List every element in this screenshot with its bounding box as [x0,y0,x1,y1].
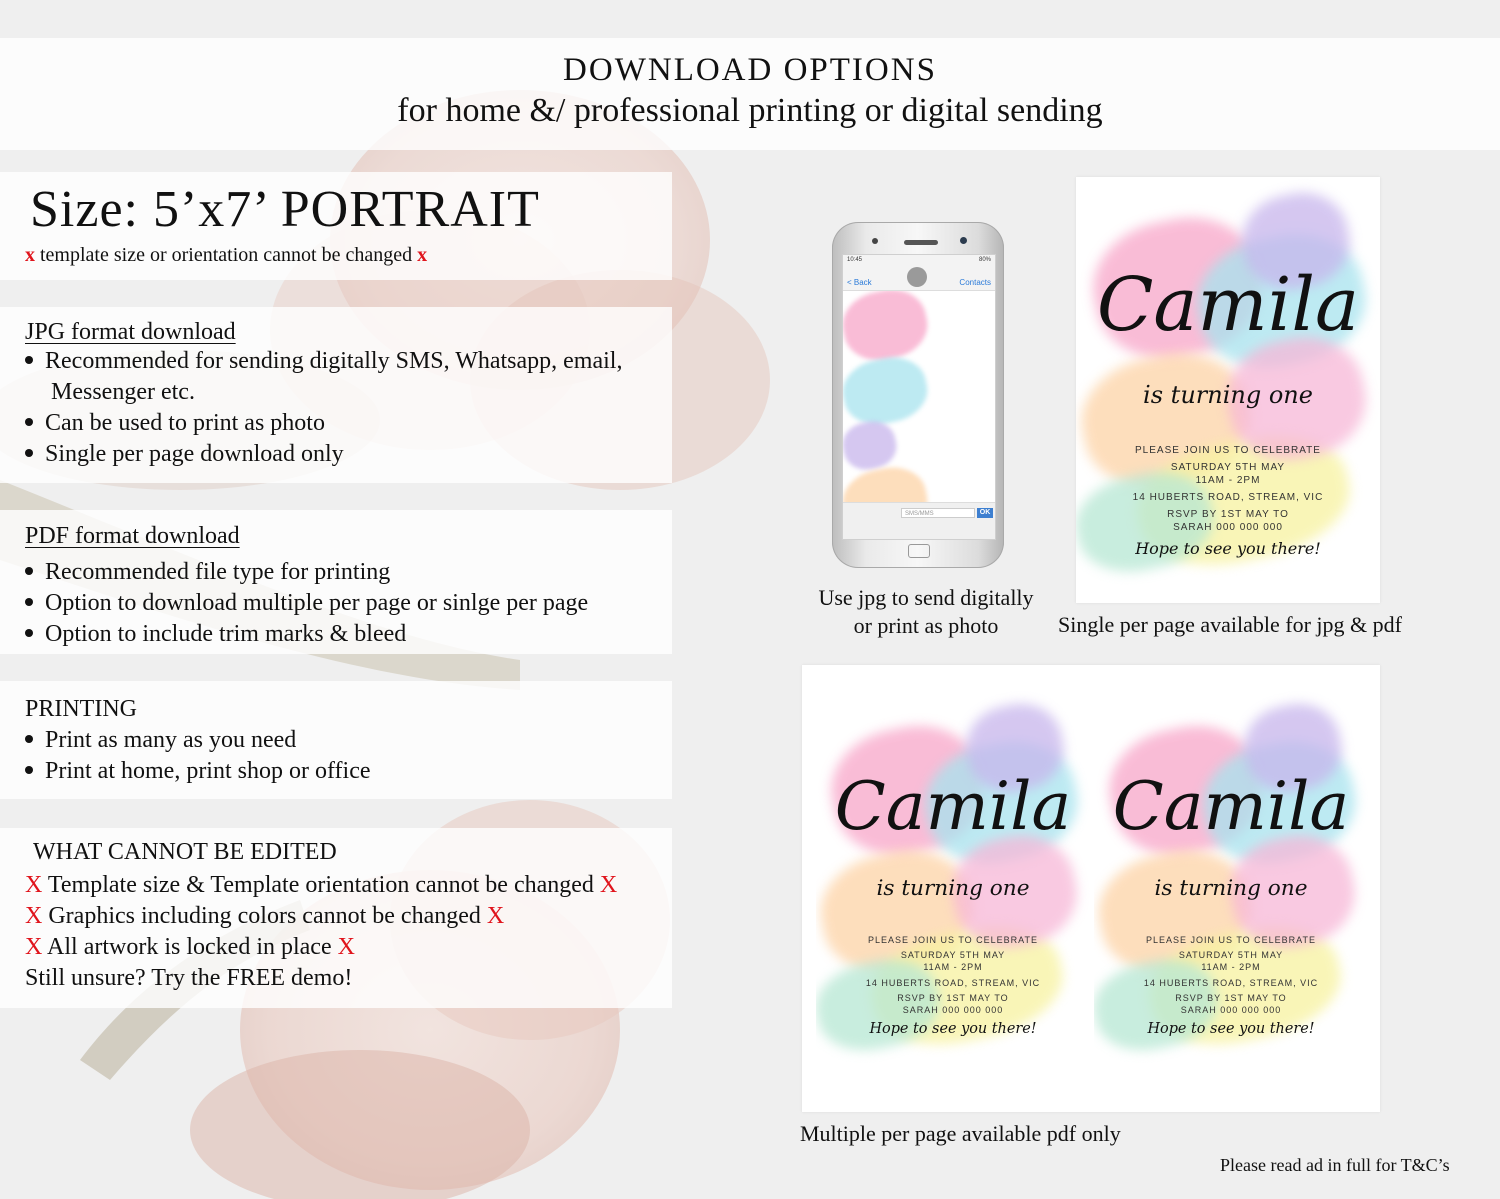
multi-invite-image-right [1094,689,1368,1079]
invite-date: SATURDAY 5TH MAY [1178,950,1284,961]
invite-join: PLEASE JOIN US TO CELEBRATE [1145,934,1317,945]
cannot-edit-title: WHAT CANNOT BE EDITED [33,839,337,865]
invite-rsvp: RSVP BY 1ST MAY TO [1167,509,1289,521]
list-item: Print at home, print shop or office [25,758,371,785]
red-x-mark: x [417,244,428,266]
invite-join: PLEASE JOIN US TO CELEBRATE [867,934,1039,945]
invite-hope: Hope to see you there! [1135,539,1321,559]
bullet-icon [25,567,33,575]
message-navbar [843,266,995,291]
bullet-icon [25,449,33,457]
contacts-button[interactable]: Contacts [959,278,991,287]
invite-address: 14 HUBERTS ROAD, STREAM, VIC [1143,977,1319,988]
speaker-icon [904,240,938,245]
header-title: DOWNLOAD OPTIONS [563,52,937,88]
invite-rsvp: RSVP BY 1ST MAY TO [1175,993,1287,1004]
invite-time: 11AM - 2PM [923,962,983,972]
status-bar: 10:45 80% [843,255,995,266]
sensor-icon [960,237,967,244]
invite-address: 14 HUBERTS ROAD, STREAM, VIC [1132,492,1324,504]
red-x-mark: x [25,244,35,266]
size-panel [0,172,672,280]
list-item: X Graphics including colors cannot be changed X [25,903,505,929]
printing-panel [0,681,672,799]
phone-caption: Use jpg to send digitally or print as photo [818,585,1034,638]
invite-hope: Hope to see you there! [1147,1020,1315,1037]
invite-address: 14 HUBERTS ROAD, STREAM, VIC [865,977,1041,988]
invite-turning: is turning one [1154,876,1308,902]
invite-hope: Hope to see you there! [869,1020,1037,1037]
red-x-mark: X [337,934,355,960]
home-button-icon [908,544,930,558]
list-item: Messenger etc. [51,379,195,405]
printing-section-title: PRINTING [25,696,137,722]
invite-time: 11AM - 2PM [1201,962,1261,972]
multi-invite-image-left [816,689,1090,1079]
header-banner [0,38,1500,150]
message-bar [843,502,995,539]
bullet-icon [25,356,33,364]
list-item: Print as many as you need [25,727,296,754]
invite-contact: SARAH 000 000 000 [1180,1004,1282,1015]
red-x-mark: X [599,872,618,898]
invite-turning: is turning one [876,876,1030,902]
multi-invite-frame [802,665,1380,1112]
sms-input[interactable]: SMS/MMS [901,508,975,518]
red-x-mark: X [25,934,43,960]
size-note-text: template size or orientation cannot be changed [40,244,413,266]
watercolor-wash [843,291,933,367]
invite-date: SATURDAY 5TH MAY [1170,462,1286,474]
invite-name: Camila [834,767,1072,845]
watercolor-wash [843,351,932,431]
single-caption: Single per page available for jpg & pdf [1058,612,1402,637]
phone-invite-image [843,291,995,503]
invite-contact: SARAH 000 000 000 [1173,522,1283,534]
invite-name: Camila [1096,262,1360,349]
list-item: Recommended for sending digitally SMS, Whatsapp, email, [25,348,622,375]
size-note [25,244,427,267]
bullet-icon [25,629,33,637]
single-invite-image [1076,177,1380,603]
multi-caption: Multiple per page available pdf only [800,1121,1121,1146]
phone-mockup [832,222,1004,568]
list-item: Single per page download only [25,441,344,468]
cannot-edit-panel [0,828,672,1008]
footer-note: Please read ad in full for T&C’s [1220,1155,1450,1175]
jpg-section-title: JPG format download [25,319,236,345]
invite-rsvp: RSVP BY 1ST MAY TO [897,993,1009,1004]
bullet-icon [25,766,33,774]
list-item: X Template size & Template orientation cannot be changed X [25,872,618,898]
red-x-mark: X [25,903,43,929]
watercolor-wash [843,417,900,474]
camera-icon [872,238,878,244]
phone-screen [842,254,996,540]
pdf-panel [0,510,672,654]
list-item: X All artwork is locked in place X [25,934,355,960]
bullet-icon [25,735,33,743]
bullet-icon [25,598,33,606]
bullet-icon [25,418,33,426]
list-item: Recommended file type for printing [25,559,390,586]
invite-turning: is turning one [1143,381,1313,410]
red-x-mark: X [486,903,505,929]
list-item: Option to include trim marks & bleed [25,621,406,648]
list-item: Can be used to print as photo [25,410,325,437]
size-title: Size: 5’x7’ PORTRAIT [30,181,540,238]
header-subtitle: for home &/ professional printing or digital sending [397,92,1103,129]
list-item: Option to download multiple per page or sinlge per page [25,590,588,617]
pdf-section-title: PDF format download [25,523,240,549]
invite-contact: SARAH 000 000 000 [902,1004,1004,1015]
avatar [907,267,927,287]
jpg-panel [0,307,672,483]
invite-name: Camila [1112,767,1350,845]
red-x-mark: X [25,872,43,898]
back-button[interactable]: < Back [847,278,872,287]
send-ok-button[interactable]: OK [977,508,993,518]
invite-join: PLEASE JOIN US TO CELEBRATE [1135,445,1321,457]
invite-date: SATURDAY 5TH MAY [900,950,1006,961]
demo-link-text: Still unsure? Try the FREE demo! [25,965,353,991]
invite-time: 11AM - 2PM [1195,475,1261,487]
